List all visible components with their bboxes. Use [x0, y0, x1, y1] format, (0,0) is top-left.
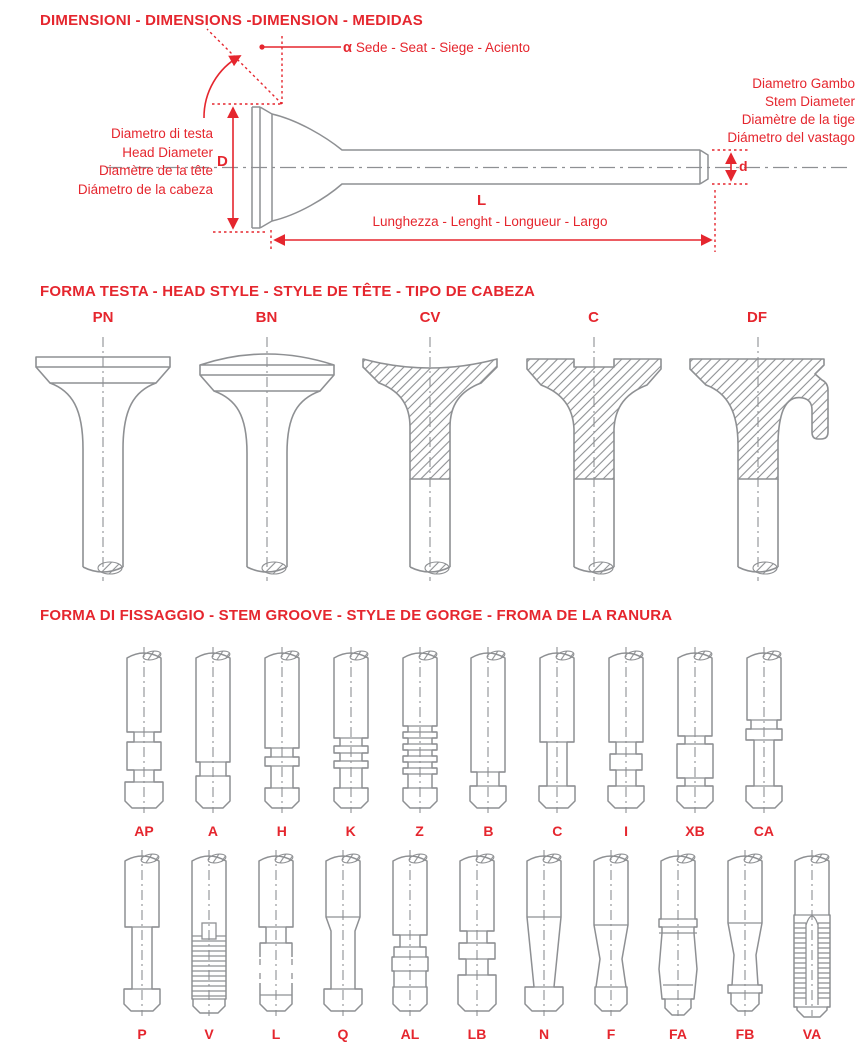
head-diameter-line-es: Diámetro de la cabeza [77, 181, 213, 197]
length-symbol: L [477, 192, 487, 209]
stem-groove-drawing [112, 644, 176, 816]
stem-groove-item [646, 847, 710, 1042]
stem-groove-label: AL [400, 1026, 420, 1042]
head-style-drawing-c [519, 329, 669, 587]
stem-groove-label: B [483, 823, 494, 839]
stem-groove-label: AP [134, 823, 154, 839]
stem-groove-item [311, 847, 375, 1042]
head-styles-row [0, 309, 860, 592]
stem-groove-label: A [207, 823, 218, 839]
stem-groove-drawing [512, 847, 576, 1019]
stem-groove-drawing [378, 847, 442, 1019]
stem-groove-item [713, 847, 777, 1042]
stem-groove-label: L [271, 1026, 281, 1042]
stem-groove-item [579, 847, 643, 1042]
stem-groove-label: VA [802, 1026, 822, 1042]
stem-groove-item [250, 644, 314, 839]
stem-groove-item [456, 644, 520, 839]
alpha-symbol: α [343, 40, 352, 56]
stem-groove-item [512, 847, 576, 1042]
dimensions-section [0, 0, 860, 280]
stem-groove-drawing [181, 644, 245, 816]
stem-groove-item [110, 847, 174, 1042]
head-style-drawing-bn [192, 329, 342, 587]
stem-groove-label: N [538, 1026, 550, 1042]
stem-groove-label: CA [753, 823, 774, 839]
stem-groove-label: K [345, 823, 356, 839]
head-styles-title: FORMA TESTA - HEAD STYLE - STYLE DE TÊTE - TIPO DE CABEZA [40, 283, 536, 300]
stem-groove-drawing [525, 644, 589, 816]
stem-groove-drawing [445, 847, 509, 1019]
stem-grooves-row-1 [0, 644, 860, 839]
stem-diameter-line-en: Stem Diameter [764, 94, 855, 109]
stem-groove-drawing [579, 847, 643, 1019]
stem-groove-label: I [624, 823, 629, 839]
stem-groove-label: XB [685, 823, 705, 839]
stem-diameter-line-it: Diametro Gambo [752, 76, 855, 91]
head-style-label: BN [255, 309, 278, 326]
stem-groove-label: Q [337, 1026, 349, 1042]
head-diameter-labels [30, 125, 213, 199]
stem-diameter-line-es: Diámetro del vastago [727, 130, 855, 145]
stem-groove-drawing [244, 847, 308, 1019]
stem-groove-drawing [388, 644, 452, 816]
head-diameter-line-it: Diametro di testa [110, 126, 213, 141]
head-style-item-pn [28, 309, 178, 592]
stem-groove-label: H [276, 823, 287, 839]
stem-groove-label: Z [415, 823, 424, 839]
head-diameter-line-fr: Diamètre de la tête [98, 163, 213, 178]
stem-grooves-row-2 [0, 847, 860, 1042]
head-style-item-bn [192, 309, 342, 592]
stem-groove-item [663, 644, 727, 839]
stem-groove-item [378, 847, 442, 1042]
stem-groove-drawing [177, 847, 241, 1019]
head-style-item-df [682, 309, 832, 592]
stem-groove-item [732, 644, 796, 839]
stem-diameter-line-fr: Diamètre de la tige [741, 112, 855, 127]
head-style-drawing-pn [28, 329, 178, 587]
head-style-drawing-df [682, 329, 832, 587]
stem-groove-drawing [319, 644, 383, 816]
stem-groove-item [525, 644, 589, 839]
stem-groove-drawing [663, 644, 727, 816]
stem-groove-drawing [646, 847, 710, 1019]
head-style-label: DF [747, 309, 767, 326]
head-style-label: PN [92, 309, 114, 326]
stem-groove-label: F [606, 1026, 616, 1042]
stem-groove-drawing [456, 644, 520, 816]
stem-groove-label: FB [735, 1026, 755, 1042]
stem-groove-label: C [552, 823, 563, 839]
stem-groove-drawing [594, 644, 658, 816]
stem-groove-label: LB [467, 1026, 487, 1042]
angle-arc-arrow [204, 56, 240, 118]
stem-grooves-section [0, 607, 860, 1042]
head-style-drawing-cv [355, 329, 505, 587]
stem-groove-label: FA [669, 1026, 687, 1042]
head-diameter-line-en: Head Diameter [122, 144, 213, 160]
stem-groove-item [594, 644, 658, 839]
dimensions-title: DIMENSIONI - DIMENSIONS -DIMENSION - MEDIDAS [40, 12, 423, 29]
stem-groove-item [319, 644, 383, 839]
stem-groove-drawing [110, 847, 174, 1019]
seat-label-text: Sede - Seat - Siege - Aciento [355, 40, 531, 55]
stem-groove-item [181, 644, 245, 839]
length-label: Lunghezza - Lenght - Longueur - Largo [372, 214, 608, 229]
head-style-label: C [588, 309, 599, 326]
stem-groove-drawing [250, 644, 314, 816]
dimension-drawing-area [0, 0, 860, 280]
head-style-item-cv [355, 309, 505, 592]
seat-angle-label [343, 39, 530, 57]
stem-diameter-labels [727, 75, 855, 147]
head-diameter-symbol: D [217, 153, 228, 170]
stem-groove-drawing [311, 847, 375, 1019]
stem-diameter-symbol: d [739, 158, 748, 174]
stem-groove-drawing [780, 847, 844, 1019]
stem-grooves-title: FORMA DI FISSAGGIO - STEM GROOVE - STYLE DE GORGE - FROMA DE LA RANURA [40, 607, 673, 624]
stem-groove-item [388, 644, 452, 839]
stem-groove-item [177, 847, 241, 1042]
head-style-label: CV [419, 309, 441, 326]
head-styles-section [0, 283, 860, 592]
stem-groove-item [112, 644, 176, 839]
stem-groove-label: V [204, 1026, 214, 1042]
stem-groove-item [780, 847, 844, 1042]
head-style-item-c [519, 309, 669, 592]
stem-groove-item [244, 847, 308, 1042]
stem-groove-item [445, 847, 509, 1042]
stem-groove-drawing [713, 847, 777, 1019]
stem-groove-label: P [137, 1026, 147, 1042]
stem-groove-drawing [732, 644, 796, 816]
